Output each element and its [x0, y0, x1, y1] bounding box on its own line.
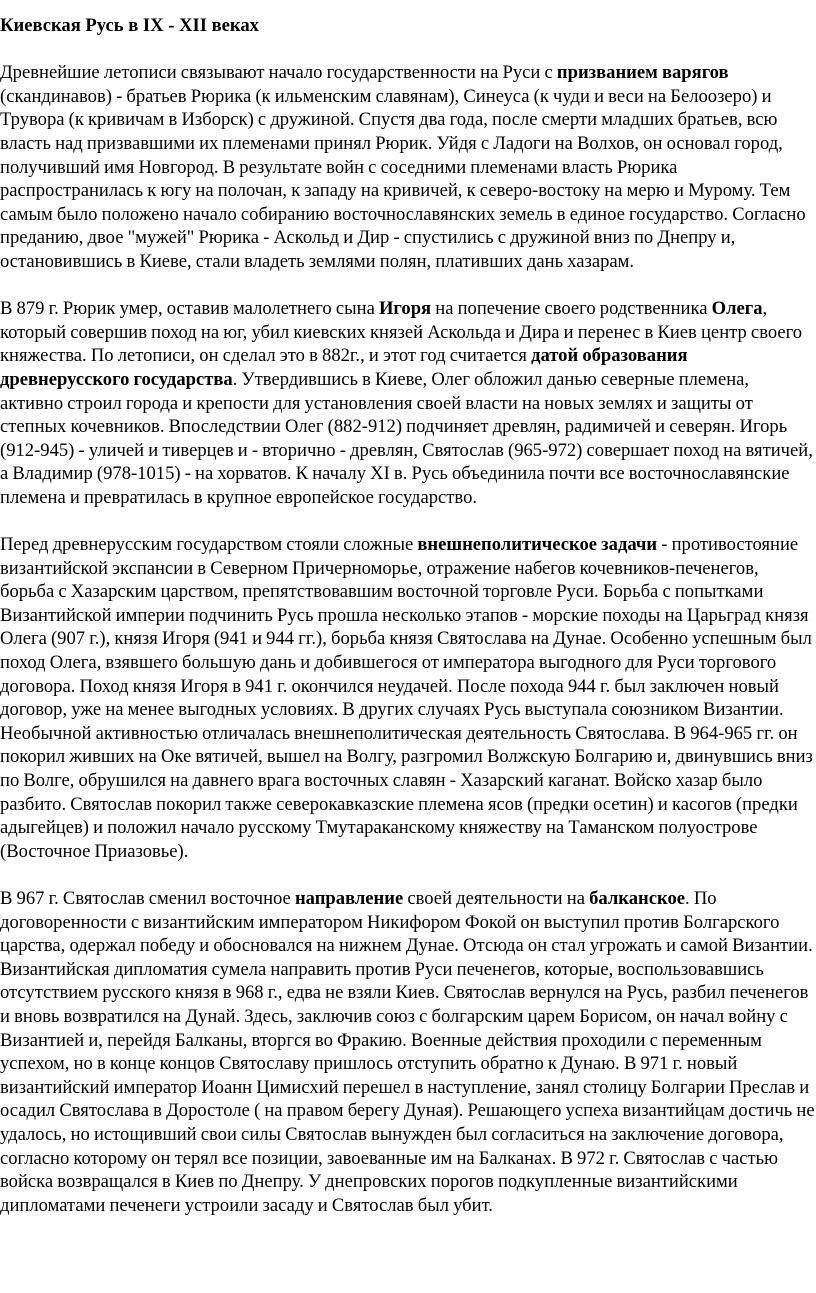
- text-run: В 967 г. Святослав сменил восточное: [0, 887, 295, 909]
- text-run: . Утвердившись в Киеве, Олег обложил данью северные племена, активно строил города и крепости для установления своей власти на новых землях и защиты от степных кочевников. Впоследствии Олег (882-912) подчиняет древлян, радимичей и северян. Игорь (912-945) - уличей и тиверцев и - вторично - древлян, Святослав (965-972) совершает поход на вятичей, а Владимир (978-1015) - на хорватов. К началу XI в. Русь объединила почти все восточнославянские племена и превратилась в крупное европейское государство.: [0, 368, 813, 508]
- paragraph-foreign-policy: [0, 533, 816, 863]
- bold-term: направление: [294, 887, 404, 909]
- bold-term: Олега: [711, 298, 763, 320]
- blank-line: [0, 863, 816, 887]
- text-run: Перед древнерусским государством стояли сложные: [0, 534, 418, 556]
- text-run: В 879 г. Рюрик умер, оставив малолетнего сына: [0, 298, 379, 320]
- text-run: на попечение своего родственника: [431, 298, 712, 320]
- paragraph-varangians: [0, 61, 816, 273]
- bold-term: внешнеполитическое задачи: [417, 534, 658, 556]
- text-run: . По договоренности с византийским императором Никифором Фокой он выступил против Болгарского царства, одержал победу и обосновался на нижнем Дунае. Отсюда он стал угрожать и самой Византии. Византийская дипломатия сумела направить против Руси печенегов, которые, воспользовавшись отсутствием русского князя в 968 г., едва не взяли Киев. Святослав вернулся на Русь, разбил печенегов и вновь возвратился на Дунай. Здесь, заключив союз с болгарским царем Борисом, он начал войну с Византией и, перейдя Балканы, вторгся во Фракию. Военные действия проходили с переменным успехом, но в конце концов Святославу пришлось отступить обратно к Дунаю. В 971 г. новый византийский император Иоанн Цимисхий перешел в наступление, занял столицу Болгарии Преслав и осадил Святослава в Доростоле ( на правом берегу Дуная). Решающего успеха византийцам достичь не удалось, но истощивший свои силы Святослав вынужден был согласиться на заключение договора, согласно которому он терял все позиции, завоеванные им на Балканах. В 972 г. Святослав с частью войска возвращался в Киев по Днепру. У днепровских порогов подкупленные византийскими дипломатами печенеги устроили засаду и Святослав был убит.: [0, 887, 815, 1216]
- bold-term: датой образования древнерусского государства: [0, 345, 688, 390]
- blank-line: [0, 509, 816, 533]
- text-run: - противостояние византийской экспансии в Северном Причерноморье, отражение набегов кочевников-печенегов, борьба с Хазарским царством, препятствовавшим восточной торговле Руси. Борьба с попытками Византийской империи подчинить Русь прошла несколько этапов - морские походы на Царьград князя Олега (907 г.), князя Игоря (941 и 944 гг.), борьба князя Святослава на Дунае. Особенно успешным был поход Олега, взявшего большую дань и добившегося от императора выгодного для Руси торгового договора. Поход князя Игоря в 941 г. окончился неудачей. После похода 944 г. был заключен новый договор, уже на менее выгодных условиях. В других случаях Русь выступала союзником Византии. Необычной активностью отличалась внешнеполитическая деятельность Святослава. В 964-965 гг. он покорил живших на Оке вятичей, вышел на Волгу, разгромил Волжскую Болгарию и, двинувшись вниз по Волге, обрушился на давнего врага восточных славян - Хазарский каганат. Войско хазар было разбито. Святослав покорил также северокавказские племена ясов (предки осетин) и касогов (предки адыгейцев) и положил начало русскому Тмутараканскому княжеству на Таманском полуострове (Восточное Приазовье).: [0, 534, 813, 862]
- blank-line: [0, 274, 816, 298]
- text-run: (скандинавов) - братьев Рюрика (к ильменским славянам), Синеуса (к чуди и веси на Белоозеро) и Трувора (к кривичам в Изборск) с дружиной. Спустя два года, после смерти младших братьев, всю власть над призвавшими их племенами принял Рюрик. Уйдя с Ладоги на Волхов, он основал город, получивший имя Новгород. В результате войн с соседними племенами власть Рюрика распространилась к югу на полочан, к западу на кривичей, к северо-востоку на мерю и Мурому. Тем самым было положено начало собиранию восточнославянских земель в единое государство. Согласно преданию, двое "мужей" Рюрика - Аскольд и Дир - спустились с дружиной вниз по Днепру и, остановившись в Киеве, стали владеть землями полян, плативших дань хазарам.: [0, 85, 806, 272]
- paragraph-oleg: [0, 297, 816, 509]
- bold-term: Игоря: [378, 298, 432, 320]
- paragraph-balkan-campaign: [0, 887, 816, 1217]
- text-run: , который совершив поход на юг, убил киевских князей Аскольда и Дира и перенес в Киев центр своего княжества. По летописи, он сделал это в 882г., и этот год считается: [0, 298, 803, 367]
- text-run: Древнейшие летописи связывают начало государственности на Руси с: [0, 62, 557, 84]
- bold-term: балканское: [589, 887, 686, 909]
- document-title: Киевская Русь в IX - XII веках: [0, 15, 259, 36]
- blank-line: [0, 38, 816, 62]
- text-run: своей деятельности на: [403, 887, 590, 909]
- bold-term: призванием варягов: [556, 62, 729, 84]
